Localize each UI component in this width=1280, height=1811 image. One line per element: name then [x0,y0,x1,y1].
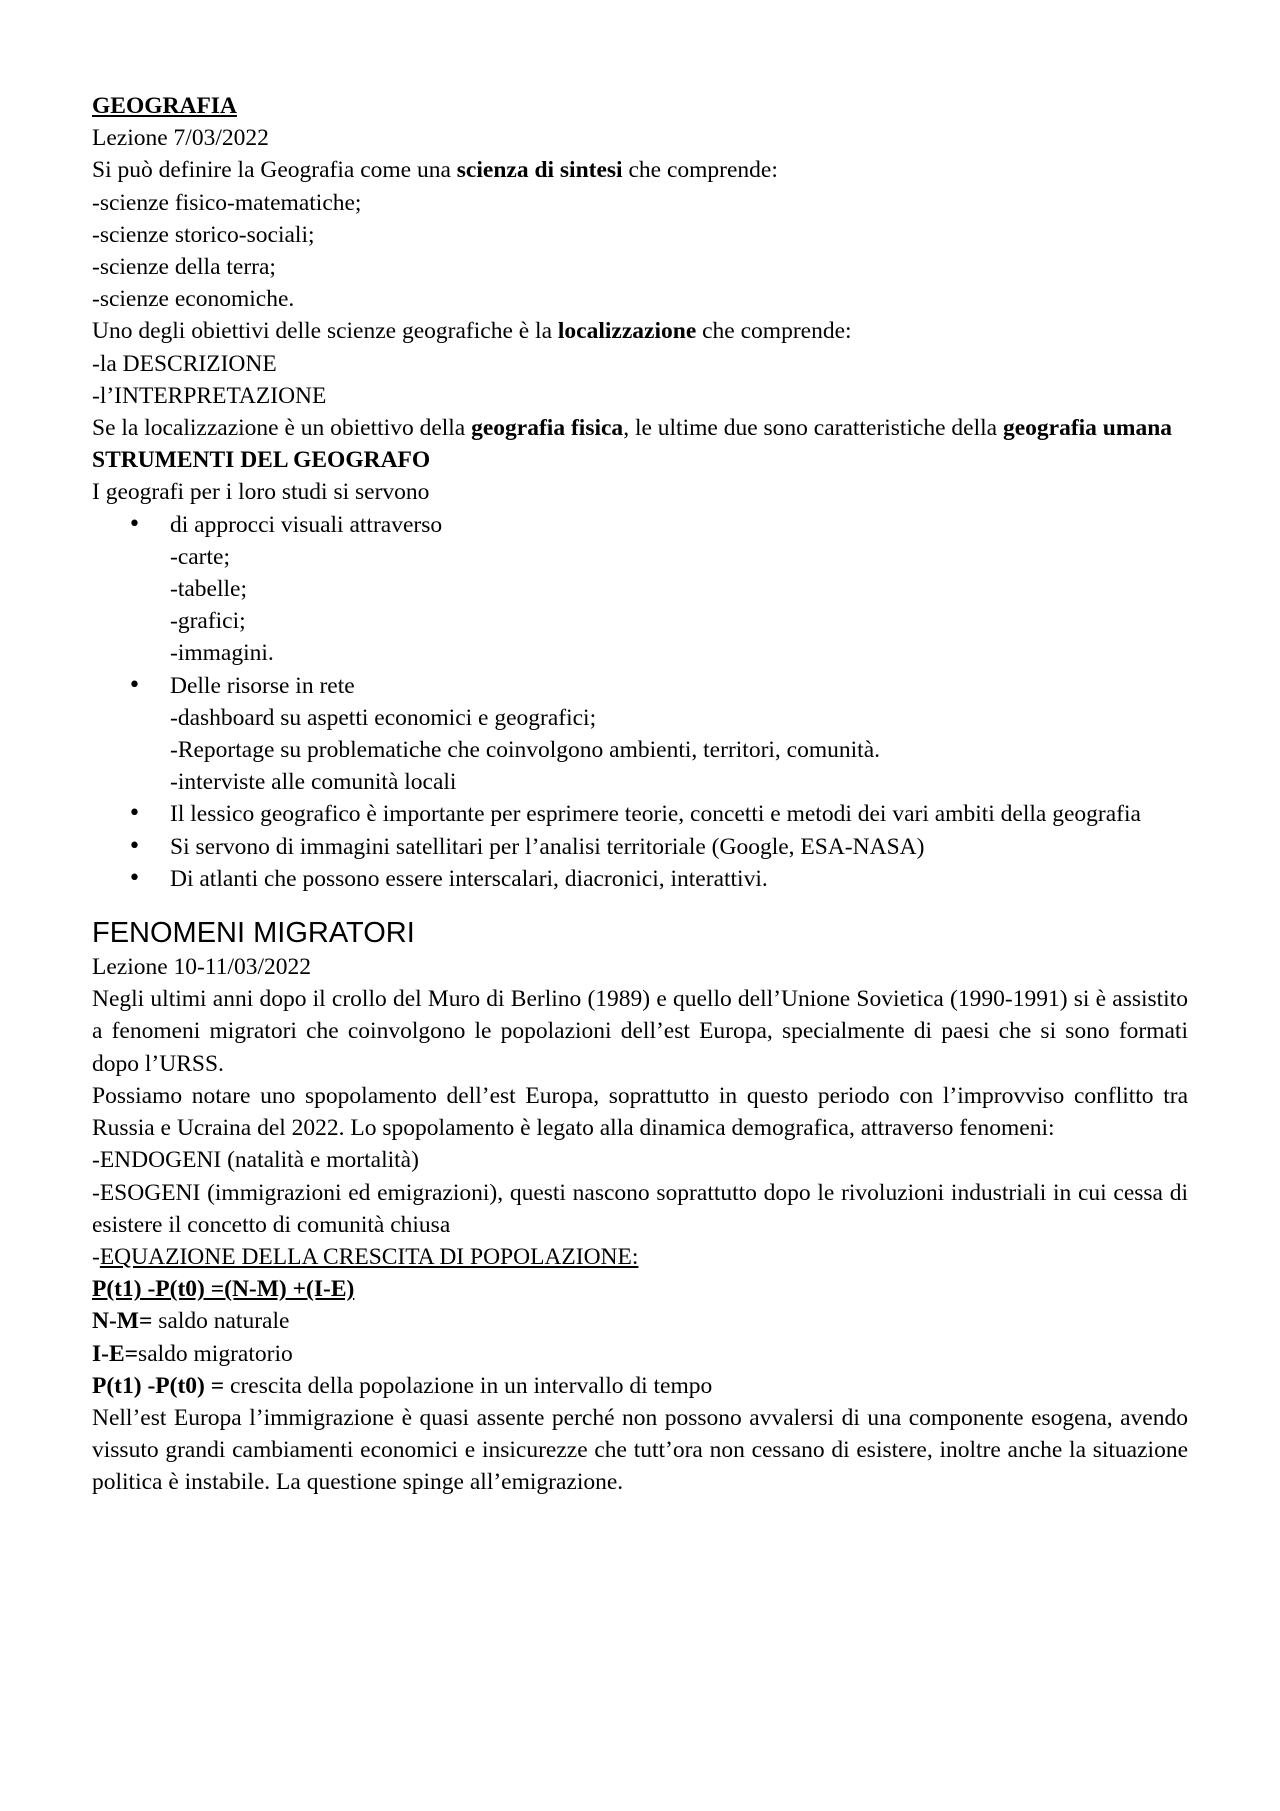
science-item: -scienze fisico-matematiche; [92,189,362,216]
document-page [92,90,1188,1499]
science-item: -scienze storico-sociali; [92,221,315,248]
bullet-item: • Di atlanti che possono essere interscalari, diacronici, interattivi. [92,863,1188,895]
science-item: -scienze economiche. [92,286,295,313]
bullet-item: • Si servono di immagini satellitari per l’analisi territoriale (Google, ESA-NASA) [92,831,1188,863]
sub-item: -interviste alle comunità locali [170,769,457,796]
geografia-intro: Si può definire la Geografia come una scienza di sintesi che comprende: [92,157,778,184]
definition-line: P(t1) -P(t0) = crescita della popolazione in un intervallo di tempo [92,1372,713,1399]
geografia-title: GEOGRAFIA [92,93,237,119]
tools-bullet-list [92,509,1188,895]
localization-paragraph: Se la localizzazione è un obiettivo della geografia fisica, le ultime due sono caratteristiche della geografia umana [92,415,1173,442]
migratori-paragraph-1: Negli ultimi anni dopo il crollo del Muro di Berlino (1989) e quello dell’Unione Sovietica (1990-1991) si è assistito a fenomeni migratori che coinvolgono le popolazioni dell’est Europa, specialmente di paesi che si sono formati dopo l’URSS. [92,986,1188,1077]
sub-item: -carte; [170,543,231,570]
equation-heading: -EQUAZIONE DELLA CRESCITA DI POPOLAZIONE: [92,1243,639,1270]
geografia-lesson-date: Lezione 7/03/2022 [92,125,269,152]
equation-formula: P(t1) -P(t0) =(N-M) +(I-E) [92,1276,355,1303]
objective-item: -la DESCRIZIONE [92,350,277,377]
science-item: -scienze della terra; [92,254,276,281]
migratori-lesson-date: Lezione 10-11/03/2022 [92,954,312,981]
migratori-paragraph-3: Nell’est Europa l’immigrazione è quasi assente perché non possono avvalersi di una componente esogena, avendo vissuto grandi cambiamenti economici e insicurezze che tutt’ora non cessano di esistere, inoltre anche la situazione politica è instabile. La questione spinge all’emigrazione. [92,1404,1188,1496]
sub-item: -grafici; [170,608,246,635]
definition-line: N-M= saldo naturale [92,1308,290,1335]
bullet-item: • Il lessico geografico è importante per esprimere teorie, concetti e metodi dei vari ambiti della geografia [92,798,1188,830]
sub-item: -tabelle; [170,576,247,603]
section-spacer [92,895,1188,915]
esogeni-item: -ESOGENI (immigrazioni ed emigrazioni), questi nascono soprattutto dopo le rivoluzioni industriali in cui cessa di esistere il concetto di comunità chiusa [92,1179,1188,1238]
definition-line: I-E=saldo migratorio [92,1340,293,1367]
migratori-title: FENOMENI MIGRATORI [92,917,415,950]
sub-item: -Reportage su problematiche che coinvolgono ambienti, territori, comunità. [170,737,881,764]
endogeni-item: -ENDOGENI (natalità e mortalità) [92,1147,419,1174]
bullet-item [92,670,1188,799]
sub-item: -dashboard su aspetti economici e geografici; [170,704,597,731]
bullet-text: • di approcci visuali attraverso [170,511,443,538]
bullet-text: • Delle risorse in rete [170,672,355,699]
tools-intro: I geografi per i loro studi si servono [92,479,430,506]
objective-item: -l’INTERPRETAZIONE [92,382,327,409]
objectives-paragraph: Uno degli obiettivi delle scienze geografiche è la localizzazione che comprende: [92,318,852,345]
sub-item: -immagini. [170,640,274,667]
tools-heading: STRUMENTI DEL GEOGRAFO [92,447,431,474]
migratori-paragraph-2: Possiamo notare uno spopolamento dell’est Europa, soprattutto in questo periodo con l’improvviso conflitto tra Russia e Ucraina del 2022. Lo spopolamento è legato alla dinamica demografica, attraverso fenomeni: [92,1082,1188,1142]
bullet-item [92,509,1188,670]
